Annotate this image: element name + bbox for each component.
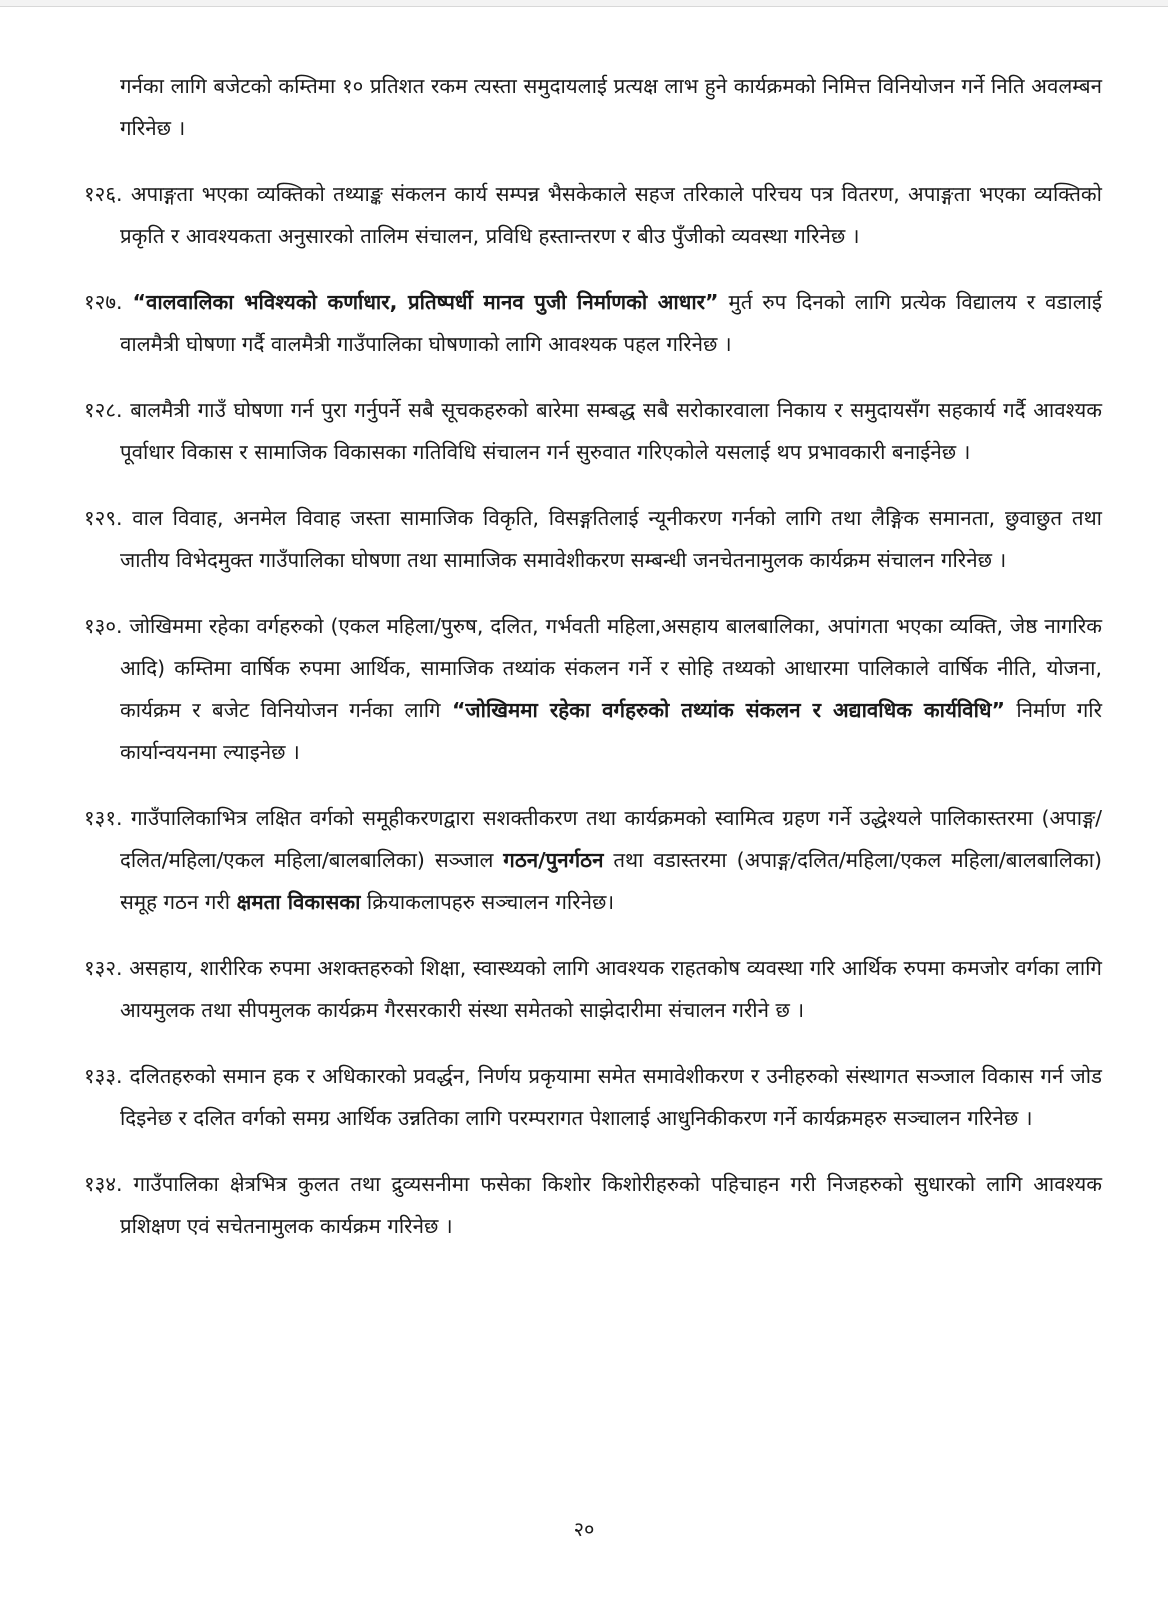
paragraph-text: गाउँपालिकाभित्र लक्षित वर्गको समूहीकरणद्वारा सशक्तीकरण तथा कार्यक्रमको स्वामित्व ग्रहण गर्ने उद्धेश्यले पालिकास्तरमा (अपाङ्ग/दलित/महिला/एकल महिला/बालबालिका) सञ्जाल — [120, 806, 1102, 872]
paragraph-text: गाउँपालिका क्षेत्रभित्र कुलत तथा द्रुव्यसनीमा फसेका किशोर किशोरीहरुको पहिचाहन गरी निजहरुको सुधारको लागि आवश्यक प्रशिक्षण एवं सचेतनामुलक कार्यक्रम गरिनेछ । — [120, 1172, 1102, 1238]
paragraph-number: १३१. — [84, 806, 123, 830]
paragraph-133 — [84, 1055, 1102, 1139]
paragraph-text: मुर्त रुप दिनको लागि प्रत्येक विद्यालय र वडालाई वालमैत्री घोषणा गर्दै वालमैत्री गाउँपालिका घोषणाको लागि आवश्यक पहल गरिनेछ । — [120, 290, 1102, 356]
paragraph-emphasis: “वालवालिका भविश्यको कर्णाधार, प्रतिष्पर्धी मानव पुजी निर्माणको आधार” — [132, 290, 719, 314]
paragraph-number: १३२. — [84, 956, 123, 980]
paragraph-131 — [84, 797, 1102, 923]
document-page — [0, 6, 1168, 1600]
page-number: २० — [573, 1517, 595, 1541]
paragraph-134 — [84, 1163, 1102, 1247]
paragraph-130 — [84, 605, 1102, 773]
paragraph-number: १३३. — [84, 1064, 123, 1088]
paragraph-128 — [84, 389, 1102, 473]
paragraph-132 — [84, 947, 1102, 1031]
paragraph-number: १२८. — [84, 398, 123, 422]
paragraph-text: जोखिममा रहेका वर्गहरुको (एकल महिला/पुरुष, दलित, गर्भवती महिला,असहाय बालबालिका, अपांगता भएका व्यक्ति, जेष्ठ नागरिक आदि) कम्तिमा वार्षिक रुपमा आर्थिक, सामाजिक तथ्यांक संकलन गर्ने र सोहि तथ्यको आधारमा पालिकाले वार्षिक नीति, योजना, कार्यक्रम र बजेट विनियोजन गर्नका लागि — [120, 614, 1102, 722]
paragraph-emphasis: गठन/पुनर्गठन — [503, 848, 604, 872]
paragraph-text: बालमैत्री गाउँ घोषणा गर्न पुरा गर्नुपर्ने सबै सूचकहरुको बारेमा सम्बद्ध सबै सरोकारवाला निकाय र समुदायसँग सहकार्य गर्दै आवश्यक पूर्वाधार विकास र सामाजिक विकासका गतिविधि संचालन गर्न सुरुवात गरिएकोले यसलाई थप प्रभावकारी बनाईनेछ । — [120, 398, 1102, 464]
paragraph-126 — [84, 173, 1102, 257]
paragraph-text-end: निर्माण गरि कार्यान्वयनमा ल्याइनेछ । — [120, 698, 1102, 764]
paragraph-emphasis: “जोखिममा रहेका वर्गहरुको तथ्यांक संकलन र अद्यावधिक कार्यविधि” — [451, 698, 1005, 722]
paragraph-text: अपाङ्गता भएका व्यक्तिको तथ्याङ्क संकलन कार्य सम्पन्न भैसकेकाले सहज तरिकाले परिचय पत्र वितरण, अपाङ्गता भएका व्यक्तिको प्रकृति र आवश्यकता अनुसारको तालिम संचालन, प्रविधि हस्तान्तरण र बीउ पुँजीको व्यवस्था गरिनेछ । — [120, 182, 1102, 248]
paragraph-text: असहाय, शारीरिक रुपमा अशक्तहरुको शिक्षा, स्वास्थ्यको लागि आवश्यक राहतकोष व्यवस्था गरि आर्थिक रुपमा कमजोर वर्गका लागि आयमुलक तथा सीपमुलक कार्यक्रम गैरसरकारी संस्था समेतको साझेदारीमा संचालन गरीने छ । — [120, 956, 1102, 1022]
paragraph-text: वाल विवाह, अनमेल विवाह जस्ता सामाजिक विकृति, विसङ्गतिलाई न्यूनीकरण गर्नको लागि तथा लैङ्गिक समानता, छुवाछुत तथा जातीय विभेदमुक्त गाउँपालिका घोषणा तथा सामाजिक समावेशीकरण सम्बन्धी जनचेतनामुलक कार्यक्रम संचालन गरिनेछ । — [120, 506, 1102, 572]
paragraph-number: १३०. — [84, 614, 123, 638]
paragraph-127 — [84, 281, 1102, 365]
paragraph-text-end: क्रियाकलापहरु सञ्चालन गरिनेछ। — [360, 890, 615, 914]
paragraph-number: १२७. — [84, 290, 123, 314]
paragraph-number: १२९. — [84, 506, 123, 530]
paragraph-emphasis-2: क्षमता विकासका — [236, 890, 361, 914]
paragraph-129 — [84, 497, 1102, 581]
paragraph-number: १३४. — [84, 1172, 123, 1196]
paragraph-number: १२६. — [84, 182, 123, 206]
intro-paragraph: गर्नका लागि बजेटको कम्तिमा १० प्रतिशत रकम त्यस्ता समुदायलाई प्रत्यक्ष लाभ हुने कार्यक्रमको निमित्त विनियोजन गर्ने निति अवलम्बन गरिनेछ । — [120, 74, 1102, 140]
paragraph-text-middle: तथा वडास्तरमा (अपाङ्ग/दलित/महिला/एकल महिला/बालबालिका) समूह गठन गरी — [120, 848, 1102, 914]
document-body — [84, 65, 1102, 1271]
paragraph-text: दलितहरुको समान हक र अधिकारको प्रवर्द्धन, निर्णय प्रकृयामा समेत समावेशीकरण र उनीहरुको संस्थागत सञ्जाल विकास गर्न जोड दिइनेछ र दलित वर्गको समग्र आर्थिक उन्नतिका लागि परम्परागत पेशालाई आधुनिकीकरण गर्ने कार्यक्रमहरु सञ्चालन गरिनेछ । — [120, 1064, 1102, 1130]
